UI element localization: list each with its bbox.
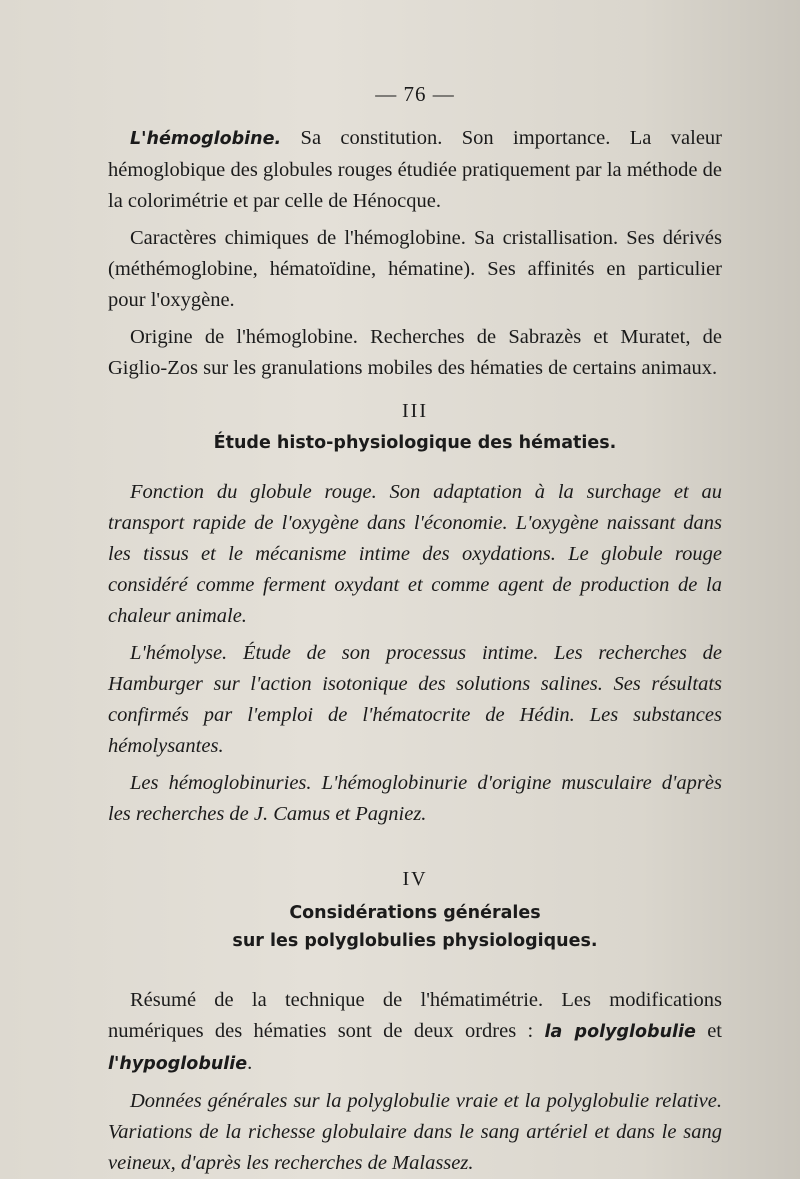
- paragraph-hemoglobine: [108, 123, 722, 217]
- paragraph-caracteres: Caractères chimiques de l'hémoglobine. Sa cristallisation. Ses dérivés (méthémoglobine, hématoïdine, hématine). Ses affinités en particulier pour l'oxygène.: [108, 227, 722, 311]
- term-hypoglobulie: l'hypoglobulie: [108, 1054, 248, 1074]
- paragraph-text: Résumé de la technique de l'hématimétrie. Les modifications numériques des hématies sont de deux ordres :: [108, 989, 722, 1042]
- section-heading-iii: Étude histo-physiologique des hématies.: [213, 433, 617, 453]
- period: .: [247, 1052, 253, 1074]
- paragraph-hemoglobinuries: Les hémoglobinuries. L'hémoglobinurie d'origine musculaire d'après les recherches de J. Camus et Pagniez.: [108, 772, 722, 825]
- paragraph-text: Sa constitution. Son importance. La valeur hémoglobique des globules rouges étudiée pratiquement par la méthode de la colorimétrie et par celle de Hénocque.: [108, 127, 722, 212]
- paragraph-origine: Origine de l'hémoglobine. Recherches de Sabrazès et Muratet, de Giglio-Zos sur les granulations mobiles des hématies de certains animaux.: [108, 326, 722, 379]
- section-numeral-iv: IV: [402, 868, 428, 890]
- conjunction: et: [695, 1020, 722, 1042]
- section-heading-iv: [108, 899, 722, 955]
- term-polyglobulie: la polyglobulie: [544, 1022, 696, 1042]
- paragraph-hemolyse: L'hémolyse. Étude de son processus intime. Les recherches de Hamburger sur l'action isotonique des solutions salines. Ses résultats confirmés par l'emploi de l'hématocrite de Hédin. Les substances hémolysantes.: [108, 642, 722, 757]
- page-content: [108, 82, 722, 1179]
- section-heading-iv-line2: sur les polyglobulies physiologiques.: [232, 931, 598, 951]
- page-number: — 76 —: [375, 82, 455, 106]
- paragraph-resume: [108, 985, 722, 1080]
- section-numeral-iii: III: [402, 400, 428, 422]
- paragraph-donnees: Données générales sur la polyglobulie vraie et la polyglobulie relative. Variations de la richesse globulaire dans le sang artériel et dans le sang veineux, d'après les recherches de Malassez.: [108, 1090, 722, 1174]
- term-hemoglobine: L'hémoglobine.: [130, 129, 282, 149]
- section-heading-iv-line1: Considérations générales: [289, 903, 541, 923]
- paragraph-fonction: Fonction du globule rouge. Son adaptation à la surchage et au transport rapide de l'oxygène dans l'économie. L'oxygène naissant dans les tissus et le mécanisme intime des oxydations. Le globule rouge considéré comme ferment oxydant et comme agent de production de la chaleur animale.: [108, 481, 722, 627]
